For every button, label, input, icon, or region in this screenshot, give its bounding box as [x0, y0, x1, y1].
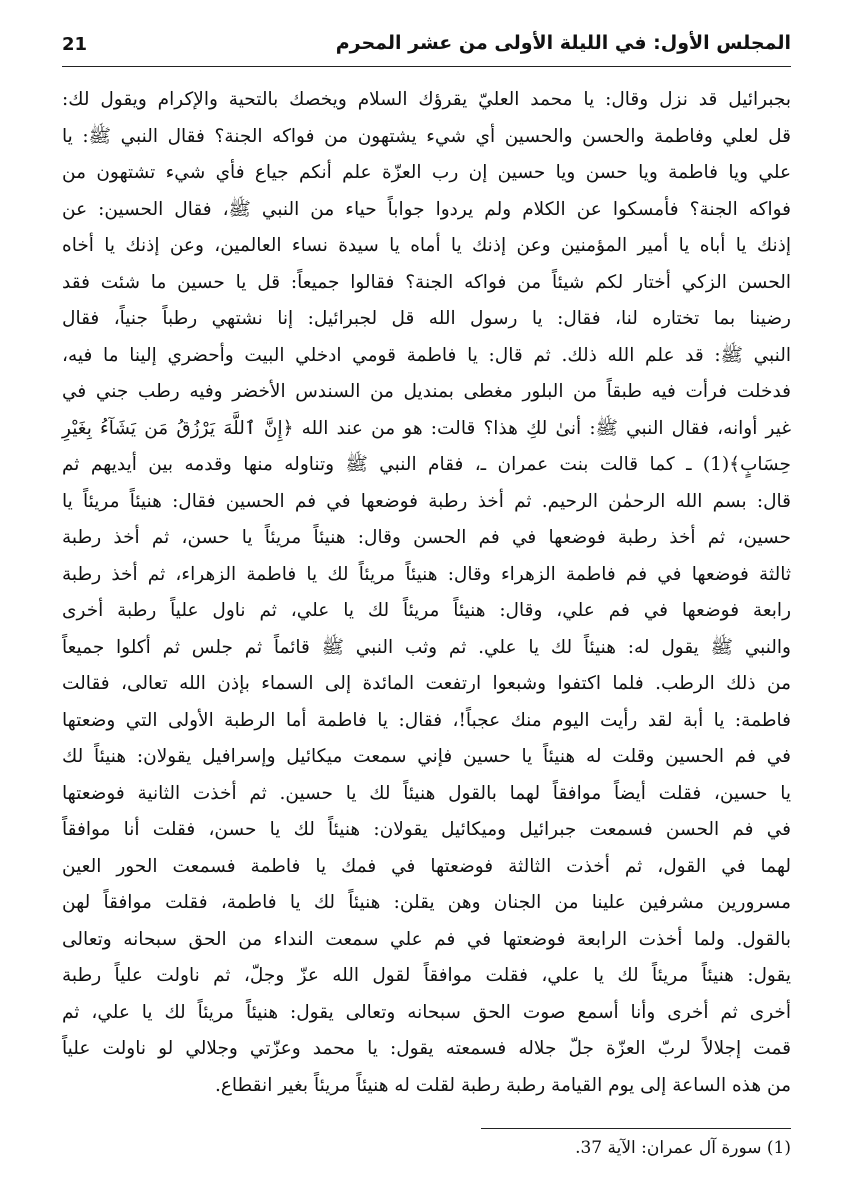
- footnote: (1) سورة آل عمران: الآية 37.: [575, 1138, 791, 1158]
- text-line: مسرورين مشرفين علينا من الجنان وهن يقلن: هنيئاً لك يا فاطمة، فقلت موافقاً لهن: [62, 892, 792, 913]
- text-line: قل لعلي وفاطمة والحسن والحسين أي شيء يشتهون من فواكه الجنة؟ فقال النبي ﷺ: يا: [62, 125, 791, 147]
- text-line: الحسن الزكي أختار لكم شيئاً من فواكه الجنة؟ فقالوا جميعاً: قل يا حسين ما شئت فقد: [62, 271, 791, 293]
- text-line: لهما في القول، ثم أخذت الثالثة فوضعتها في فمك يا فاطمة فسمعت الحور العين: [62, 855, 791, 877]
- text-line: أخرى ثم أخرى وأنا أسمع صوت الحق سبحانه وتعالى يقول: هنيئاً مريئاً لك يا علي، ثم: [62, 1001, 791, 1023]
- body-text: [62, 82, 792, 1096]
- text-line: من هذه الساعة إلى يوم القيامة رطبة رطبة لقلت له هنيئاً مريئاً بغير انقطاع.: [214, 1074, 791, 1096]
- text-line: النبي ﷺ: قد علم الله ذلك. ثم قال: يا فاطمة قومي ادخلي البيت وأحضري إلينا ما فيه،: [62, 344, 791, 366]
- text-line: قال: بسم الله الرحمٰن الرحيم. ثم أخذ رطبة فوضعها في فم الحسين فقال: هنيئاً مريئاً يا: [62, 490, 791, 512]
- text-line: بجبرائيل قد نزل وقال: يا محمد العليّ يقرؤك السلام ويخصك بالتحية والإكرام ويقول لك:: [62, 89, 791, 110]
- footnote-divider: [481, 1128, 791, 1129]
- text-line: فدخلت فرأت فيه طبقاً من البلور مغطى بمنديل من السندس الأخضر وفيه رطب جني في: [62, 381, 791, 402]
- text-line: في فم الحسن فسمعت جبرائيل وميكائيل يقولان: هنيئاً لك يا حسن، فقلت أنا موافقاً: [62, 819, 791, 840]
- text-line: في فم الحسين وقلت له هنيئاً يا حسين فإني سمعت ميكائيل وإسرافيل يقولان: هنيئاً لك: [62, 746, 791, 767]
- page-number: 21: [62, 34, 88, 55]
- text-line: قمت إجلالاً لربّ العزّة جلّ جلاله فسمعته يقول: يا محمد وعزّتي وجلالي لو ناولت علياً: [62, 1038, 791, 1059]
- text-line: بالقول. ولما أخذت الرابعة فوضعتها في فم علي سمعت النداء من الحق سبحانه وتعالى: [62, 928, 791, 950]
- text-line: حِسَابٍ﴾(1) ـ كما قالت بنت عمران ـ، فقام النبي ﷺ وتناوله منها وقدمه بين أيديهم ثم: [62, 454, 791, 475]
- text-line: غير أوانه، فقال النبي ﷺ: أنىٰ لكِ هذا؟ قالت: هو من عند الله ﴿إِنَّ ٱللَّهَ يَرْزُقُ مَن يَشَآءُ بِغَيْرِ: [62, 417, 791, 439]
- running-title: المجلس الأول: في الليلة الأولى من عشر المحرم: [335, 32, 791, 54]
- text-line: رابعة فوضعها في فم علي، وقال: هنيئاً مريئاً لك يا علي، ثم ناول علياً رطبة أخرى: [62, 600, 791, 621]
- page-header: [62, 26, 791, 67]
- text-line: يقول: هنيئاً مريئاً لك يا علي، فقلت موافقاً لقول الله عزّ وجلّ، ثم ناولت علياً رطبة: [62, 965, 791, 986]
- text-line: علي ويا فاطمة ويا حسن ويا حسين إن رب العزّة علم أنكم جياع فأي شيء تشتهون من: [62, 162, 791, 183]
- text-line: يا حسين، فقلت أيضاً موافقاً لهما بالقول هنيئاً لك يا حسين. ثم أخذت الثانية فوضعتها: [62, 782, 791, 804]
- text-line: فاطمة: يا أبة لقد رأيت اليوم منك عجباً!، فقال: يا فاطمة أما الرطبة الأولى التي وضعتها: [62, 709, 791, 731]
- text-line: إذنك يا أباه يا أمير المؤمنين وعن إذنك يا أماه يا سيدة نساء العالمين، وعن إذنك يا أخاه: [62, 235, 791, 256]
- text-line: والنبي ﷺ يقول له: هنيئاً لك يا علي. ثم وثب النبي ﷺ قائماً ثم جلس ثم أكلوا جميعاً: [62, 636, 791, 658]
- text-line: حسين، ثم أخذ رطبة فوضعها في فم الحسن وقال: هنيئاً مريئاً يا حسن، ثم أخذ رطبة: [62, 527, 791, 548]
- text-line: ثالثة فوضعها في فم فاطمة الزهراء وقال: هنيئاً مريئاً لك يا فاطمة الزهراء، ثم أخذ رطبة: [62, 563, 791, 585]
- text-line: من ذلك الرطب. فلما اكتفوا وشبعوا ارتفعت المائدة إلى السماء بإذن الله تعالى، فقالت: [62, 673, 791, 694]
- text-line: فواكه الجنة؟ فأمسكوا عن الكلام ولم يردوا جواباً حياء من النبي ﷺ، فقال الحسين: عن: [62, 198, 791, 220]
- text-line: رضينا بما تختاره لنا، فقال: يا رسول الله قل لجبرائيل: إنا نشتهي رطباً جنياً، فقال: [62, 308, 791, 329]
